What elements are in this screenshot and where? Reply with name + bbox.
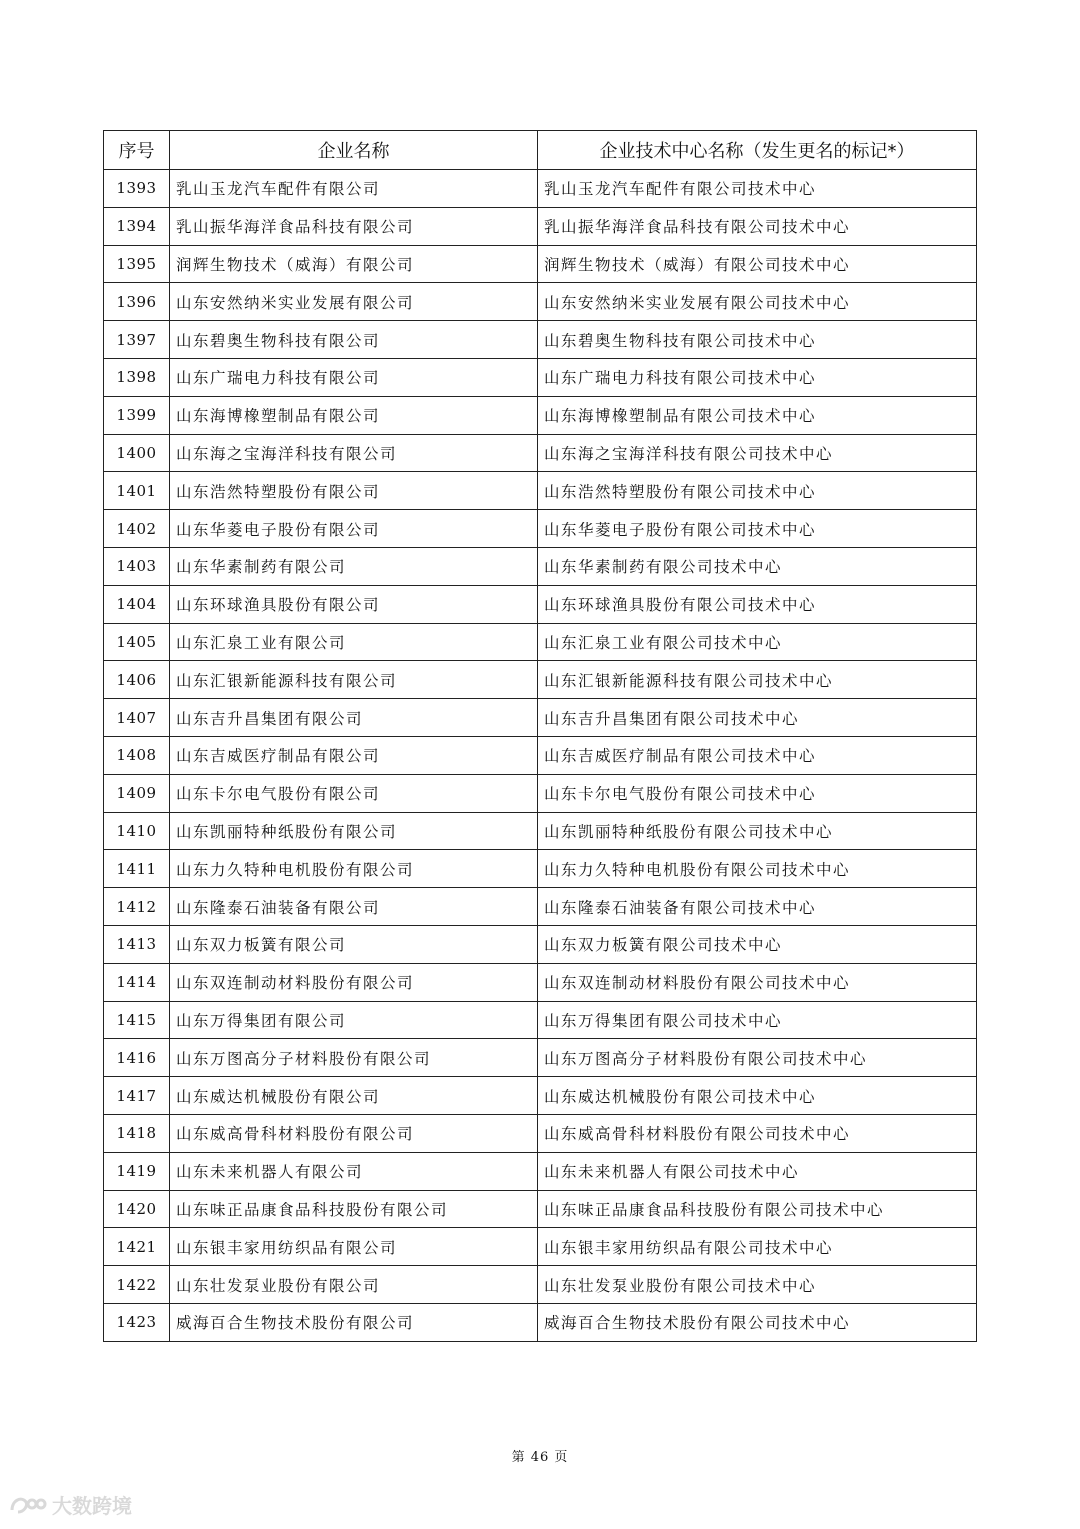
cell-tech-center-name: 山东万得集团有限公司技术中心 (538, 1001, 977, 1039)
enterprise-table (103, 130, 977, 1342)
table-row (104, 1152, 977, 1190)
cell-serial: 1414 (104, 963, 170, 1001)
cell-tech-center-name: 山东环球渔具股份有限公司技术中心 (538, 585, 977, 623)
cell-serial: 1393 (104, 170, 170, 208)
cell-company-name: 山东威达机械股份有限公司 (170, 1077, 538, 1115)
cell-company-name: 山东吉威医疗制品有限公司 (170, 736, 538, 774)
cell-tech-center-name: 乳山振华海洋食品科技有限公司技术中心 (538, 207, 977, 245)
table-row (104, 623, 977, 661)
table-header-row (104, 131, 977, 170)
cell-company-name: 山东万得集团有限公司 (170, 1001, 538, 1039)
cell-serial: 1406 (104, 661, 170, 699)
table-row (104, 321, 977, 359)
cell-company-name: 山东海博橡塑制品有限公司 (170, 396, 538, 434)
cell-company-name: 山东未来机器人有限公司 (170, 1152, 538, 1190)
cell-serial: 1404 (104, 585, 170, 623)
cell-serial: 1409 (104, 774, 170, 812)
cell-serial: 1420 (104, 1190, 170, 1228)
cell-serial: 1416 (104, 1039, 170, 1077)
cell-company-name: 山东卡尔电气股份有限公司 (170, 774, 538, 812)
cell-company-name: 山东汇银新能源科技有限公司 (170, 661, 538, 699)
cell-tech-center-name: 山东海之宝海洋科技有限公司技术中心 (538, 434, 977, 472)
table-row (104, 396, 977, 434)
cell-tech-center-name: 润辉生物技术（威海）有限公司技术中心 (538, 245, 977, 283)
cell-serial: 1415 (104, 1001, 170, 1039)
cell-company-name: 山东隆泰石油装备有限公司 (170, 888, 538, 926)
cell-serial: 1410 (104, 812, 170, 850)
page-number: 第 46 页 (511, 1450, 569, 1465)
cell-tech-center-name: 山东威高骨科材料股份有限公司技术中心 (538, 1114, 977, 1152)
cell-serial: 1394 (104, 207, 170, 245)
cell-serial: 1407 (104, 699, 170, 737)
cell-serial: 1418 (104, 1114, 170, 1152)
cell-tech-center-name: 山东万图高分子材料股份有限公司技术中心 (538, 1039, 977, 1077)
cell-company-name: 山东广瑞电力科技有限公司 (170, 358, 538, 396)
table-row (104, 1228, 977, 1266)
cell-company-name: 山东环球渔具股份有限公司 (170, 585, 538, 623)
header-tech-center-name: 企业技术中心名称（发生更名的标记*） (538, 131, 977, 170)
cell-tech-center-name: 山东浩然特塑股份有限公司技术中心 (538, 472, 977, 510)
table-row (104, 812, 977, 850)
cell-tech-center-name: 山东广瑞电力科技有限公司技术中心 (538, 358, 977, 396)
cell-serial: 1402 (104, 510, 170, 548)
cell-company-name: 山东银丰家用纺织品有限公司 (170, 1228, 538, 1266)
cell-serial: 1422 (104, 1266, 170, 1304)
cell-company-name: 润辉生物技术（威海）有限公司 (170, 245, 538, 283)
cell-tech-center-name: 山东汇泉工业有限公司技术中心 (538, 623, 977, 661)
cell-serial: 1403 (104, 547, 170, 585)
cell-company-name: 山东凯丽特种纸股份有限公司 (170, 812, 538, 850)
cell-tech-center-name: 山东海博橡塑制品有限公司技术中心 (538, 396, 977, 434)
cell-company-name: 山东安然纳米实业发展有限公司 (170, 283, 538, 321)
cell-company-name: 山东威高骨科材料股份有限公司 (170, 1114, 538, 1152)
table-row (104, 1190, 977, 1228)
table-row (104, 774, 977, 812)
table-row (104, 434, 977, 472)
cell-company-name: 山东味正品康食品科技股份有限公司 (170, 1190, 538, 1228)
cell-serial: 1398 (104, 358, 170, 396)
cell-company-name: 山东力久特种电机股份有限公司 (170, 850, 538, 888)
cell-tech-center-name: 山东汇银新能源科技有限公司技术中心 (538, 661, 977, 699)
watermark-logo-icon (8, 1492, 48, 1518)
cell-tech-center-name: 山东卡尔电气股份有限公司技术中心 (538, 774, 977, 812)
table-body (104, 170, 977, 1342)
table-row (104, 1039, 977, 1077)
cell-company-name: 山东海之宝海洋科技有限公司 (170, 434, 538, 472)
table-row (104, 736, 977, 774)
cell-serial: 1397 (104, 321, 170, 359)
cell-serial: 1423 (104, 1303, 170, 1341)
cell-tech-center-name: 山东碧奥生物科技有限公司技术中心 (538, 321, 977, 359)
header-company-name: 企业名称 (170, 131, 538, 170)
cell-tech-center-name: 山东银丰家用纺织品有限公司技术中心 (538, 1228, 977, 1266)
cell-company-name: 山东汇泉工业有限公司 (170, 623, 538, 661)
cell-tech-center-name: 乳山玉龙汽车配件有限公司技术中心 (538, 170, 977, 208)
table-row (104, 245, 977, 283)
table-row (104, 207, 977, 245)
cell-serial: 1411 (104, 850, 170, 888)
table-row (104, 699, 977, 737)
table-row (104, 963, 977, 1001)
cell-serial: 1421 (104, 1228, 170, 1266)
cell-company-name: 山东吉升昌集团有限公司 (170, 699, 538, 737)
cell-serial: 1399 (104, 396, 170, 434)
cell-tech-center-name: 山东吉威医疗制品有限公司技术中心 (538, 736, 977, 774)
table-row (104, 358, 977, 396)
cell-tech-center-name: 山东壮发泵业股份有限公司技术中心 (538, 1266, 977, 1304)
cell-tech-center-name: 威海百合生物技术股份有限公司技术中心 (538, 1303, 977, 1341)
cell-tech-center-name: 山东华菱电子股份有限公司技术中心 (538, 510, 977, 548)
cell-company-name: 山东双连制动材料股份有限公司 (170, 963, 538, 1001)
cell-tech-center-name: 山东双力板簧有限公司技术中心 (538, 925, 977, 963)
table-row (104, 472, 977, 510)
table-row (104, 925, 977, 963)
cell-company-name: 山东浩然特塑股份有限公司 (170, 472, 538, 510)
table-row (104, 661, 977, 699)
table-row (104, 888, 977, 926)
cell-tech-center-name: 山东双连制动材料股份有限公司技术中心 (538, 963, 977, 1001)
table-row (104, 283, 977, 321)
table-row (104, 510, 977, 548)
table-row (104, 1266, 977, 1304)
table-row (104, 547, 977, 585)
cell-company-name: 威海百合生物技术股份有限公司 (170, 1303, 538, 1341)
table-row (104, 170, 977, 208)
table-row (104, 585, 977, 623)
header-serial: 序号 (104, 131, 170, 170)
table-row (104, 1077, 977, 1115)
watermark-text: 大数跨境 (52, 1494, 132, 1518)
table-row (104, 850, 977, 888)
cell-tech-center-name: 山东味正品康食品科技股份有限公司技术中心 (538, 1190, 977, 1228)
table-row (104, 1114, 977, 1152)
cell-tech-center-name: 山东华素制药有限公司技术中心 (538, 547, 977, 585)
cell-company-name: 山东双力板簧有限公司 (170, 925, 538, 963)
cell-tech-center-name: 山东力久特种电机股份有限公司技术中心 (538, 850, 977, 888)
cell-tech-center-name: 山东凯丽特种纸股份有限公司技术中心 (538, 812, 977, 850)
watermark (8, 1490, 132, 1519)
cell-company-name: 乳山玉龙汽车配件有限公司 (170, 170, 538, 208)
cell-serial: 1405 (104, 623, 170, 661)
cell-tech-center-name: 山东威达机械股份有限公司技术中心 (538, 1077, 977, 1115)
cell-company-name: 山东万图高分子材料股份有限公司 (170, 1039, 538, 1077)
cell-tech-center-name: 山东安然纳米实业发展有限公司技术中心 (538, 283, 977, 321)
cell-serial: 1413 (104, 925, 170, 963)
cell-serial: 1412 (104, 888, 170, 926)
cell-tech-center-name: 山东隆泰石油装备有限公司技术中心 (538, 888, 977, 926)
cell-serial: 1396 (104, 283, 170, 321)
cell-serial: 1401 (104, 472, 170, 510)
cell-serial: 1408 (104, 736, 170, 774)
cell-serial: 1400 (104, 434, 170, 472)
cell-company-name: 山东壮发泵业股份有限公司 (170, 1266, 538, 1304)
cell-serial: 1419 (104, 1152, 170, 1190)
table-row (104, 1303, 977, 1341)
cell-company-name: 山东华素制药有限公司 (170, 547, 538, 585)
cell-serial: 1395 (104, 245, 170, 283)
cell-company-name: 山东碧奥生物科技有限公司 (170, 321, 538, 359)
cell-tech-center-name: 山东吉升昌集团有限公司技术中心 (538, 699, 977, 737)
table-row (104, 1001, 977, 1039)
cell-tech-center-name: 山东未来机器人有限公司技术中心 (538, 1152, 977, 1190)
cell-company-name: 山东华菱电子股份有限公司 (170, 510, 538, 548)
cell-company-name: 乳山振华海洋食品科技有限公司 (170, 207, 538, 245)
cell-serial: 1417 (104, 1077, 170, 1115)
